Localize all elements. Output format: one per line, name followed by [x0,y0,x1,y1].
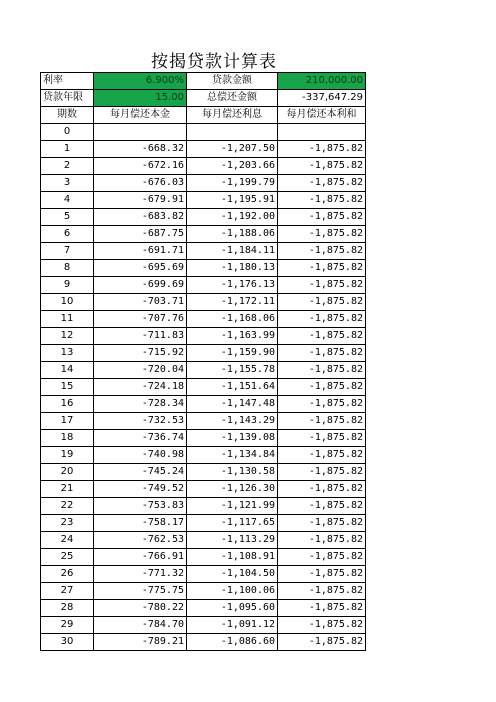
principal-cell[interactable]: -672.16 [94,158,187,175]
period-cell[interactable]: 15 [41,379,94,396]
principal-cell[interactable]: -762.53 [94,532,187,549]
years-value-cell[interactable]: 15.00 [94,90,187,107]
total-cell[interactable]: -1,875.82 [278,277,366,294]
table-row [41,515,366,532]
total-cell[interactable]: -1,875.82 [278,549,366,566]
principal-cell[interactable]: -703.71 [94,294,187,311]
table-row [41,192,366,209]
table-row [41,583,366,600]
total-cell[interactable]: -1,875.82 [278,481,366,498]
period-cell[interactable]: 29 [41,617,94,634]
total-cell[interactable]: -1,875.82 [278,413,366,430]
principal-cell[interactable]: -745.24 [94,464,187,481]
period-cell[interactable]: 27 [41,583,94,600]
table-row [41,294,366,311]
total-cell[interactable]: -1,875.82 [278,617,366,634]
total-cell[interactable]: -1,875.82 [278,583,366,600]
table-row [41,430,366,447]
principal-cell[interactable]: -715.92 [94,345,187,362]
period-cell[interactable]: 20 [41,464,94,481]
total-cell[interactable]: -1,875.82 [278,175,366,192]
table-row [41,226,366,243]
period-cell[interactable]: 26 [41,566,94,583]
total-cell[interactable]: -1,875.82 [278,226,366,243]
interest-cell[interactable]: -1,155.78 [187,362,278,379]
total-cell[interactable]: -1,875.82 [278,498,366,515]
table-row [41,413,366,430]
principal-cell[interactable]: -766.91 [94,549,187,566]
total-cell[interactable]: -1,875.82 [278,396,366,413]
period-cell[interactable]: 4 [41,192,94,209]
interest-cell[interactable]: -1,199.79 [187,175,278,192]
header-total: 每月偿还本利和 [278,107,366,124]
principal-cell[interactable]: -683.82 [94,209,187,226]
period-cell[interactable]: 13 [41,345,94,362]
interest-cell[interactable]: -1,095.60 [187,600,278,617]
table-row [41,447,366,464]
period-cell[interactable]: 12 [41,328,94,345]
period-cell[interactable]: 23 [41,515,94,532]
interest-cell[interactable]: -1,086.60 [187,634,278,651]
total-cell[interactable]: -1,875.82 [278,141,366,158]
interest-cell[interactable]: -1,184.11 [187,243,278,260]
interest-cell[interactable] [187,124,278,141]
table-row [41,209,366,226]
period-cell[interactable]: 16 [41,396,94,413]
interest-cell[interactable]: -1,180.13 [187,260,278,277]
total-cell[interactable]: -1,875.82 [278,311,366,328]
total-cell[interactable]: -1,875.82 [278,362,366,379]
interest-cell[interactable]: -1,121.99 [187,498,278,515]
table-row [41,141,366,158]
period-cell[interactable]: 17 [41,413,94,430]
interest-cell[interactable]: -1,159.90 [187,345,278,362]
total-cell[interactable]: -1,875.82 [278,158,366,175]
table-row [41,124,366,141]
total-cell[interactable] [278,124,366,141]
interest-cell[interactable]: -1,104.50 [187,566,278,583]
table-row [41,345,366,362]
interest-cell[interactable]: -1,091.12 [187,617,278,634]
period-cell[interactable]: 0 [41,124,94,141]
table-row [41,260,366,277]
total-repay-value-cell[interactable]: -337,647.29 [278,90,366,107]
total-cell[interactable]: -1,875.82 [278,209,366,226]
interest-cell[interactable]: -1,130.58 [187,464,278,481]
principal-cell[interactable]: -775.75 [94,583,187,600]
header-principal: 每月偿还本金 [94,107,187,124]
total-cell[interactable]: -1,875.82 [278,447,366,464]
total-cell[interactable]: -1,875.82 [278,464,366,481]
principal-cell[interactable]: -699.69 [94,277,187,294]
period-cell[interactable]: 7 [41,243,94,260]
total-cell[interactable]: -1,875.82 [278,243,366,260]
period-cell[interactable]: 3 [41,175,94,192]
table-row [41,549,366,566]
principal-cell[interactable]: -789.21 [94,634,187,651]
interest-cell[interactable]: -1,188.06 [187,226,278,243]
total-cell[interactable]: -1,875.82 [278,532,366,549]
period-cell[interactable]: 14 [41,362,94,379]
period-cell[interactable]: 5 [41,209,94,226]
interest-cell[interactable]: -1,100.06 [187,583,278,600]
total-cell[interactable]: -1,875.82 [278,260,366,277]
total-cell[interactable]: -1,875.82 [278,566,366,583]
table-row [41,311,366,328]
table-row [41,328,366,345]
param-row-years [41,90,366,107]
period-cell[interactable]: 30 [41,634,94,651]
interest-cell[interactable]: -1,108.91 [187,549,278,566]
period-cell[interactable]: 19 [41,447,94,464]
principal-cell[interactable]: -740.98 [94,447,187,464]
principal-cell[interactable]: -707.76 [94,311,187,328]
principal-cell[interactable]: -780.22 [94,600,187,617]
total-cell[interactable]: -1,875.82 [278,430,366,447]
period-cell[interactable]: 10 [41,294,94,311]
principal-cell[interactable]: -732.53 [94,413,187,430]
period-cell[interactable]: 18 [41,430,94,447]
principal-cell[interactable]: -724.18 [94,379,187,396]
period-cell[interactable]: 9 [41,277,94,294]
interest-cell[interactable]: -1,117.65 [187,515,278,532]
table-row [41,498,366,515]
period-cell[interactable]: 6 [41,226,94,243]
interest-cell[interactable]: -1,168.06 [187,311,278,328]
period-cell[interactable]: 11 [41,311,94,328]
table-row [41,566,366,583]
table-row [41,158,366,175]
loan-amount-value-cell[interactable]: 210,000.00 [278,73,366,90]
interest-cell[interactable]: -1,113.29 [187,532,278,549]
interest-cell[interactable]: -1,172.11 [187,294,278,311]
period-cell[interactable]: 28 [41,600,94,617]
years-label: 贷款年限 [41,90,94,107]
table-row [41,600,366,617]
table-row [41,396,366,413]
principal-cell[interactable]: -676.03 [94,175,187,192]
table-row [41,243,366,260]
interest-cell[interactable]: -1,126.30 [187,481,278,498]
total-cell[interactable]: -1,875.82 [278,515,366,532]
table-row [41,464,366,481]
header-interest: 每月偿还利息 [187,107,278,124]
interest-cell[interactable]: -1,207.50 [187,141,278,158]
principal-cell[interactable]: -728.34 [94,396,187,413]
rate-value-cell[interactable]: 6.900% [94,73,187,90]
total-cell[interactable]: -1,875.82 [278,379,366,396]
principal-cell[interactable]: -749.52 [94,481,187,498]
table-row [41,379,366,396]
interest-cell[interactable]: -1,151.64 [187,379,278,396]
table-row [41,175,366,192]
principal-cell[interactable]: -679.91 [94,192,187,209]
period-cell[interactable]: 22 [41,498,94,515]
principal-cell[interactable]: -753.83 [94,498,187,515]
interest-cell[interactable]: -1,195.91 [187,192,278,209]
period-cell[interactable]: 24 [41,532,94,549]
total-cell[interactable]: -1,875.82 [278,192,366,209]
loan-schedule-table [40,72,366,651]
principal-cell[interactable]: -784.70 [94,617,187,634]
rate-label: 利率 [41,73,94,90]
header-row [41,107,366,124]
loan-amount-label: 贷款金额 [187,73,278,90]
total-cell[interactable]: -1,875.82 [278,294,366,311]
interest-cell[interactable]: -1,163.99 [187,328,278,345]
table-row [41,277,366,294]
total-cell[interactable]: -1,875.82 [278,328,366,345]
interest-cell[interactable]: -1,176.13 [187,277,278,294]
table-row [41,634,366,651]
total-cell[interactable]: -1,875.82 [278,634,366,651]
interest-cell[interactable]: -1,134.84 [187,447,278,464]
total-repay-label: 总偿还金额 [187,90,278,107]
principal-cell[interactable]: -758.17 [94,515,187,532]
interest-cell[interactable]: -1,147.48 [187,396,278,413]
principal-cell[interactable]: -736.74 [94,430,187,447]
page-title: 按揭贷款计算表 [151,52,277,72]
principal-cell[interactable]: -720.04 [94,362,187,379]
period-cell[interactable]: 8 [41,260,94,277]
total-cell[interactable]: -1,875.82 [278,600,366,617]
period-cell[interactable]: 21 [41,481,94,498]
interest-cell[interactable]: -1,139.08 [187,430,278,447]
period-cell[interactable]: 25 [41,549,94,566]
principal-cell[interactable]: -695.69 [94,260,187,277]
period-cell[interactable]: 2 [41,158,94,175]
interest-cell[interactable]: -1,192.00 [187,209,278,226]
table-row [41,617,366,634]
principal-cell[interactable]: -771.32 [94,566,187,583]
principal-cell[interactable]: -711.83 [94,328,187,345]
param-row-rate [41,73,366,90]
principal-cell[interactable]: -691.71 [94,243,187,260]
table-row [41,532,366,549]
header-period: 期数 [41,107,94,124]
period-cell[interactable]: 1 [41,141,94,158]
interest-cell[interactable]: -1,203.66 [187,158,278,175]
interest-cell[interactable]: -1,143.29 [187,413,278,430]
total-cell[interactable]: -1,875.82 [278,345,366,362]
principal-cell[interactable]: -687.75 [94,226,187,243]
table-row [41,481,366,498]
table-row [41,362,366,379]
principal-cell[interactable]: -668.32 [94,141,187,158]
principal-cell[interactable] [94,124,187,141]
